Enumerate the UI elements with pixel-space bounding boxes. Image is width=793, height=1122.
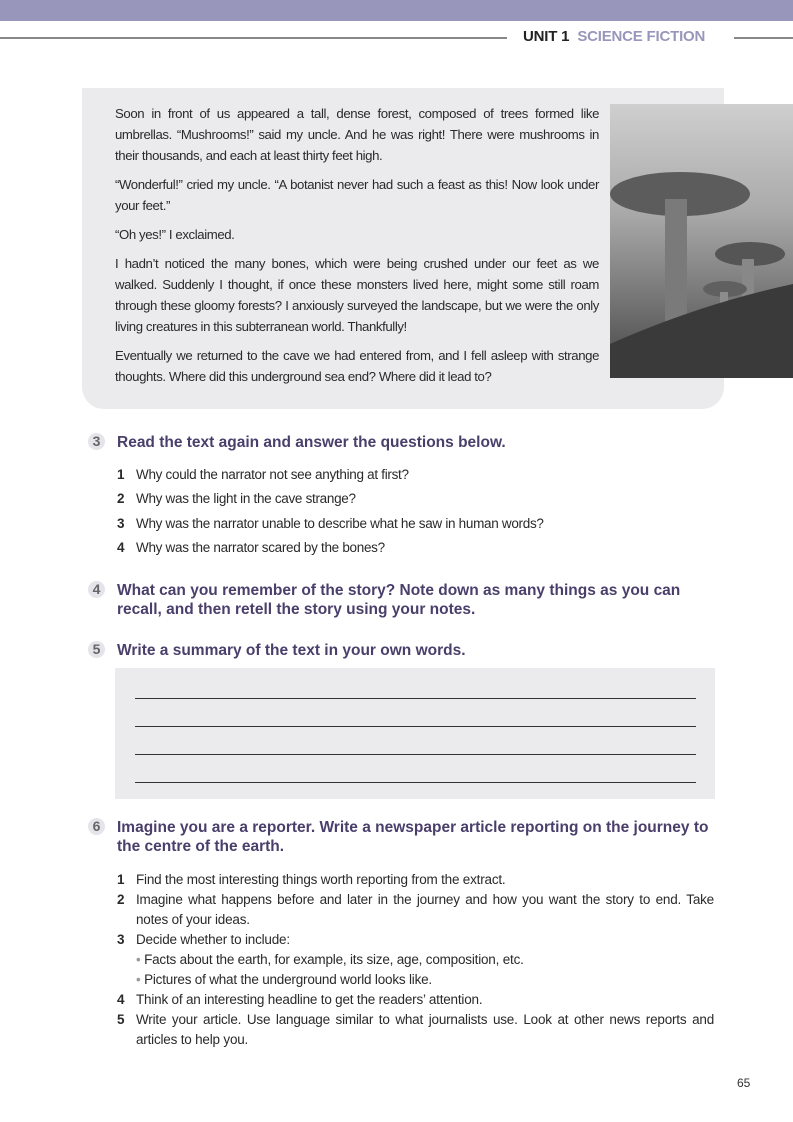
header-rule [0,37,507,39]
question: 1 Why could the narrator not see anything at first? [117,467,409,482]
paragraph: Soon in front of us appeared a tall, dense forest, composed of trees formed like umbrellas. “Mushrooms!” said my uncle. And he was right! There were mushrooms in their thousands, and each at least thirty feet high. [115,106,599,163]
step: 5 Write your article. Use language similar to what journalists use. Look at other news reports and articles to help you. [117,1012,714,1047]
writing-line [135,782,696,783]
bullet-item: • Pictures of what the underground world looks like. [136,972,432,987]
task-6: 6 Imagine you are a reporter. Write a newspaper article reporting on the journey to the centre of the earth. [88,818,717,856]
paragraph: “Wonderful!” cried my uncle. “A botanist never had such a feast as this! Now look under your feet.” [115,177,599,213]
page-number: 65 [737,1076,751,1090]
task-3: 3 Read the text again and answer the questions below. [88,433,717,452]
writing-line [135,754,696,755]
paragraph: Eventually we returned to the cave we had entered from, and I fell asleep with strange thoughts. Where did this underground sea end? Where did it lead to? [115,348,599,384]
task-5: 5 Write a summary of the text in your own words. [88,641,717,660]
summary-writing-area[interactable] [115,668,715,799]
paragraph: “Oh yes!” I exclaimed. [115,227,235,242]
question: 2 Why was the light in the cave strange? [117,491,356,507]
unit-title: UNIT 1 SCIENCE FICTION [523,28,706,45]
bullet-item: • Facts about the earth, for example, its size, age, composition, etc. [136,952,524,967]
question: 4 Why was the narrator scared by the bones? [117,539,385,555]
task-3-questions [117,467,544,564]
step: 1 Find the most interesting things worth reporting from the extract. [117,872,506,887]
reading-text [115,103,599,395]
step: 2 Imagine what happens before and later in the journey and how you want the story to end. Take notes of your ideas. [117,892,714,927]
mushroom-forest-illustration [610,104,793,378]
header-bar [0,0,793,21]
header-rule [734,37,793,39]
writing-line [135,698,696,699]
task-6-steps [117,870,714,1050]
paragraph: I hadn’t noticed the many bones, which were being crushed under our feet as we walked. Suddenly I thought, if once these monsters lived here, might some still roam through these gloomy forests? I anxiously surveyed the landscape, but we were the only living creatures in this subterranean world. Thankfully! [115,256,599,334]
step: 4 Think of an interesting headline to get the readers’ attention. [117,992,483,1007]
question: 3 Why was the narrator unable to describe what he saw in human words? [117,515,544,531]
writing-line [135,726,696,727]
step: 3 Decide whether to include: [117,932,290,947]
task-4: 4 What can you remember of the story? Note down as many things as you can recall, and then retell the story using your notes. [88,581,687,619]
